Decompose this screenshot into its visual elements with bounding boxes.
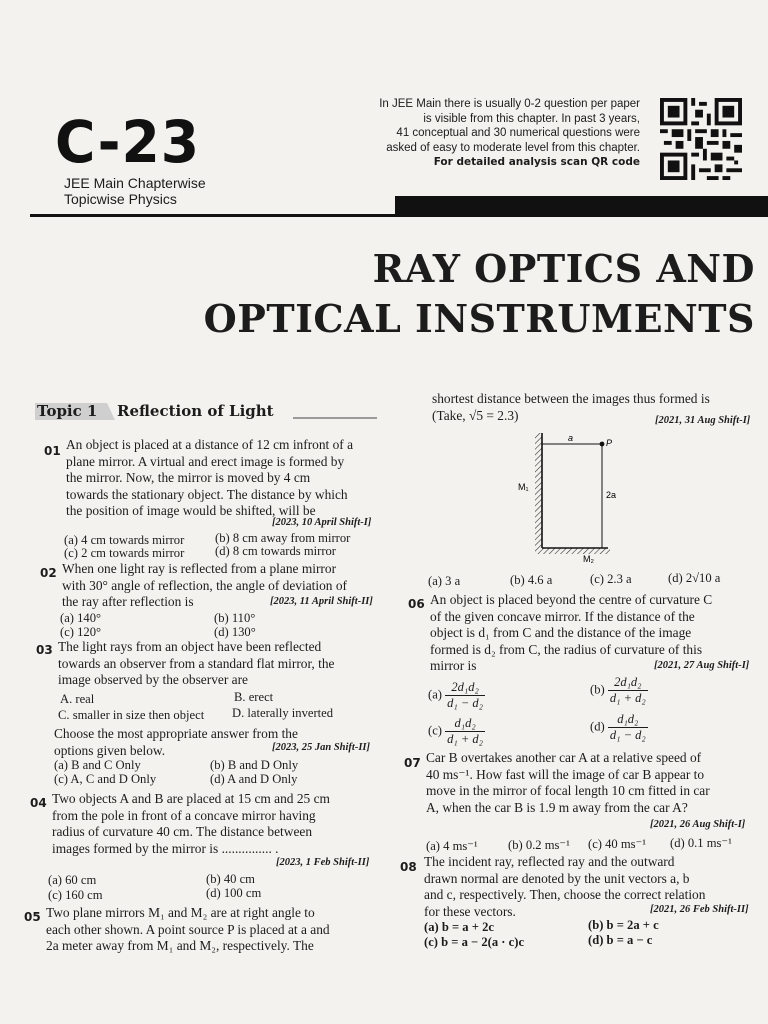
question-line: The incident ray, reflected ray and the outward xyxy=(424,854,675,869)
question-07-text xyxy=(426,750,751,816)
question-source: [2023, 25 Jan Shift-II] xyxy=(272,742,371,753)
question-line: image observed by the observer are xyxy=(58,672,248,688)
option-b[interactable]: (b) 110° xyxy=(214,611,256,625)
mirror-figure xyxy=(505,428,635,563)
question-number: 05 xyxy=(24,910,41,924)
option-c[interactable]: (c) 160 cm xyxy=(48,888,103,902)
point-source-p xyxy=(600,442,605,447)
option-a[interactable]: (a) B and C Only xyxy=(54,758,141,772)
question-number: 06 xyxy=(408,597,425,611)
option-b[interactable]: (b) 0.2 ms⁻¹ xyxy=(508,838,570,852)
topic-underline xyxy=(293,417,377,419)
info-line: is visible from this chapter. In past 3 years, xyxy=(423,112,640,125)
question-01-text xyxy=(66,437,396,520)
option-d[interactable]: (d) A and D Only xyxy=(210,772,298,786)
question-line: options given below. xyxy=(54,742,166,758)
fraction-denominator: d₁ − d₂ xyxy=(447,696,484,710)
question-number: 02 xyxy=(40,566,57,580)
figure-label-m2: M₂ xyxy=(583,554,594,563)
question-line: object is d₁ from C and the distance of the image xyxy=(430,625,692,641)
question-source: [2021, 27 Aug Shift-I] xyxy=(654,660,750,671)
question-line: An object is placed at a distance of 12 cm infront of a xyxy=(66,437,354,452)
option-d[interactable]: (d) b = a − c xyxy=(588,933,653,947)
chapter-title-line-1: RAY OPTICS AND xyxy=(372,246,755,291)
option-c[interactable]: (c) 2 cm towards mirror xyxy=(64,546,185,560)
option-c[interactable]: (c) 40 ms⁻¹ xyxy=(588,837,646,851)
question-line: plane mirror. A virtual and erect image is formed by xyxy=(66,453,345,469)
option-d[interactable]: (d) 100 cm xyxy=(206,886,262,900)
info-line: In JEE Main there is usually 0-2 question per paper xyxy=(379,98,640,110)
chapter-subtitle xyxy=(64,175,206,207)
question-line: drawn normal are denoted by the unit vectors a, b xyxy=(424,870,690,886)
option-b[interactable]: (b) 8 cm away from mirror xyxy=(215,531,351,545)
chapter-subtitle-line-1: JEE Main Chapterwise xyxy=(64,175,206,191)
question-04-text xyxy=(52,791,382,857)
question-number: 07 xyxy=(404,756,421,770)
question-number: 08 xyxy=(400,860,417,874)
question-05-text xyxy=(46,905,381,955)
question-line: each other shown. A point source P is placed at a and xyxy=(46,921,330,937)
fraction-denominator: d₁ − d₂ xyxy=(609,728,646,742)
mirror-m1-hatch xyxy=(535,433,542,548)
header-black-bar xyxy=(395,196,768,215)
option-a[interactable]: (a) 60 cm xyxy=(48,873,97,887)
question-line: the ray after reflection is xyxy=(62,594,194,610)
option-b[interactable]: (b) B and D Only xyxy=(210,758,299,772)
option-d[interactable] xyxy=(590,712,648,743)
option-a[interactable]: (a) b = a + 2c xyxy=(424,920,494,934)
qr-code-icon[interactable] xyxy=(660,98,742,180)
option-tag: (a) xyxy=(428,687,442,702)
option-a[interactable]: (a) 140° xyxy=(60,611,102,625)
question-line: 40 ms⁻¹. How fast will the image of car B appear to xyxy=(426,766,705,782)
option-b[interactable]: (b) b = 2a + c xyxy=(588,918,659,932)
option-tag: (b) xyxy=(590,682,605,697)
chapter-code: C-23 xyxy=(55,108,201,176)
info-scan-text: For detailed analysis scan QR code xyxy=(433,156,640,168)
option-a[interactable]: (a) 3 a xyxy=(428,574,461,588)
question-line: and c, respectively. Then, choose the correct relation xyxy=(424,887,706,903)
question-line: Two plane mirrors M₁ and M₂ are at right angle to xyxy=(46,905,315,920)
option-a[interactable] xyxy=(428,680,485,711)
question-source: [2021, 31 Aug Shift-I] xyxy=(655,415,751,426)
option-a[interactable]: (a) 4 cm towards mirror xyxy=(64,533,185,547)
fraction-denominator: d₁ + d₂ xyxy=(447,732,484,746)
question-source: [2021, 26 Aug Shift-I] xyxy=(650,819,746,830)
question-line: the mirror. Now, the mirror is moved by 4 cm xyxy=(66,470,311,486)
question-line: mirror is xyxy=(430,658,477,674)
option-c[interactable] xyxy=(428,716,485,747)
question-line: An object is placed beyond the centre of curvature C xyxy=(430,592,713,607)
option-c[interactable]: (c) 2.3 a xyxy=(590,572,632,586)
option-tag: (c) xyxy=(428,723,442,738)
option-c[interactable]: (c) 120° xyxy=(60,625,102,639)
option-b[interactable]: (b) 4.6 a xyxy=(510,573,553,587)
figure-label-2a: 2a xyxy=(606,490,617,500)
option-tag: (d) xyxy=(590,719,605,734)
question-line: for these vectors. xyxy=(424,903,516,919)
question-source: [2023, 11 April Shift-II] xyxy=(270,596,373,607)
question-line: (Take, √5 = 2.3) xyxy=(432,407,519,423)
question-source: [2021, 26 Feb Shift-II] xyxy=(650,904,749,915)
option-b[interactable]: (b) 40 cm xyxy=(206,872,255,886)
fraction xyxy=(608,712,648,743)
header-rule xyxy=(30,214,768,217)
chapter-title-line-2: OPTICAL INSTRUMENTS xyxy=(203,296,755,341)
question-line: from the pole in front of a concave mirror having xyxy=(52,807,316,823)
question-number: 03 xyxy=(36,643,53,657)
statement-d: D. laterally inverted xyxy=(232,706,334,720)
statement-a: A. real xyxy=(60,692,95,706)
option-c[interactable]: (c) A, C and D Only xyxy=(54,772,157,786)
question-line: When one light ray is reflected from a plane mirror xyxy=(62,561,337,576)
question-line: formed is d₂ from C, the radius of curvature of this xyxy=(430,641,703,657)
question-line: images formed by the mirror is ............... . xyxy=(52,840,279,856)
option-d[interactable]: (d) 2√10 a xyxy=(668,571,721,585)
fraction-numerator: d₁d₂ xyxy=(608,712,648,728)
fraction-denominator: d₁ + d₂ xyxy=(609,691,646,705)
fraction xyxy=(445,716,485,747)
question-line: of the given concave mirror. If the distance of the xyxy=(430,608,695,624)
fraction xyxy=(608,675,648,706)
question-source: [2023, 10 April Shift-I] xyxy=(272,517,372,528)
question-line: towards the stationary object. The distance by which xyxy=(66,486,348,502)
option-b[interactable] xyxy=(590,675,648,706)
mirror-m2-hatch xyxy=(535,548,610,554)
statement-c: C. smaller in size then object xyxy=(58,708,205,722)
fraction-numerator: d₁d₂ xyxy=(445,716,485,732)
question-line: move in the mirror of focal length 10 cm fitted in car xyxy=(426,783,710,799)
question-line: Choose the most appropriate answer from the xyxy=(54,726,298,741)
fraction-numerator: 2d₁d₂ xyxy=(445,680,485,696)
question-line: shortest distance between the images thus formed is xyxy=(432,391,710,406)
statement-b: B. erect xyxy=(234,690,274,704)
figure-label-m1: M₁ xyxy=(518,482,529,492)
question-source: [2023, 1 Feb Shift-II] xyxy=(276,857,370,868)
question-line: Two objects A and B are placed at 15 cm and 25 cm xyxy=(52,791,330,806)
question-line: 2a meter away from M₁ and M₂, respectively. The xyxy=(46,938,314,954)
question-number: 04 xyxy=(30,796,47,810)
jee-info-box xyxy=(320,97,640,170)
option-c[interactable]: (c) b = a − 2(a · c)c xyxy=(424,935,525,949)
option-a[interactable]: (a) 4 ms⁻¹ xyxy=(426,839,478,853)
info-line: asked of easy to moderate level from this chapter. xyxy=(386,141,640,154)
option-d[interactable]: (d) 8 cm towards mirror xyxy=(215,544,337,558)
question-number: 01 xyxy=(44,444,61,458)
info-line: 41 conceptual and 30 numerical questions were xyxy=(396,127,640,139)
question-03-text xyxy=(58,639,388,689)
topic-label: Topic 1 xyxy=(37,402,98,420)
question-line: radius of curvature 40 cm. The distance between xyxy=(52,824,313,840)
option-d[interactable]: (d) 130° xyxy=(214,625,256,639)
topic-name: Reflection of Light xyxy=(117,402,274,420)
question-line: The light rays from an object have been reflected xyxy=(58,639,322,654)
question-line: A, when the car B is 1.9 m away from the car A? xyxy=(426,799,688,815)
figure-label-p: P xyxy=(606,438,613,448)
fraction-numerator: 2d₁d₂ xyxy=(608,675,648,691)
figure-label-a: a xyxy=(568,433,574,443)
question-line: towards an observer from a standard flat mirror, the xyxy=(58,655,335,671)
question-line: with 30° angle of reflection, the angle of deviation of xyxy=(62,577,347,593)
question-line: the position of image would be shifted, will be xyxy=(66,503,316,519)
fraction xyxy=(445,680,485,711)
chapter-subtitle-line-2: Topicwise Physics xyxy=(64,191,177,207)
option-d[interactable]: (d) 0.1 ms⁻¹ xyxy=(670,836,732,850)
question-line: Car B overtakes another car A at a relative speed of xyxy=(426,750,702,765)
